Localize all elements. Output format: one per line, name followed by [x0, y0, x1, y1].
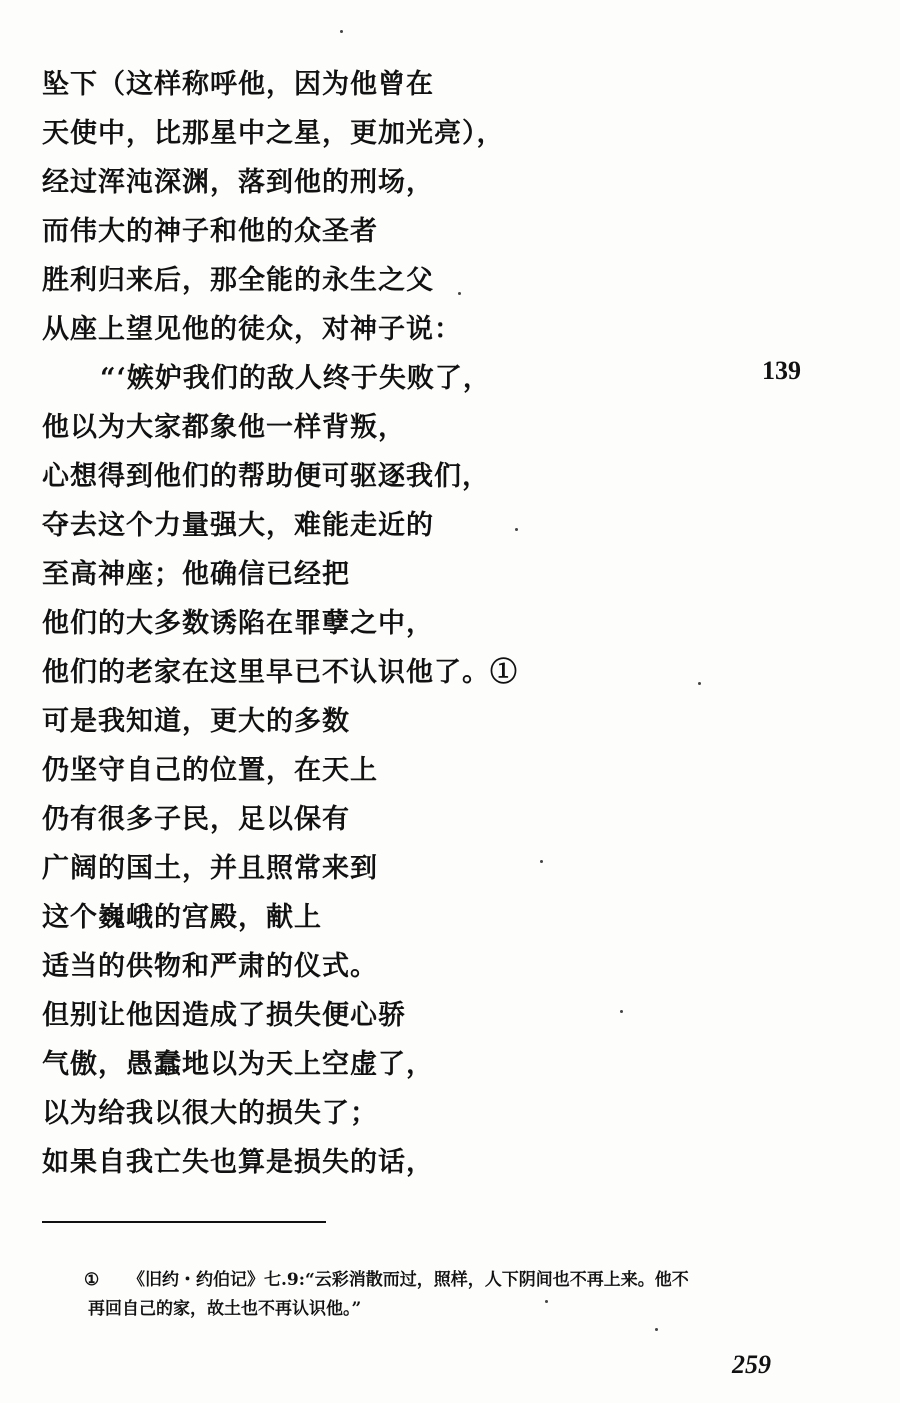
page-number: 259: [732, 1350, 771, 1379]
verse-line: 他们的老家在这里早已不认识他了。①: [42, 657, 518, 688]
scan-speck: [540, 860, 543, 863]
scan-speck: [620, 1010, 623, 1013]
verse-line: 天使中，比那星中之星，更加光亮），: [42, 118, 505, 149]
footnote-divider: [42, 1221, 326, 1223]
verse-line: 他们的大多数诱陷在罪孽之中，: [42, 608, 434, 639]
verse-line: 气傲，愚蠢地以为天上空虚了，: [42, 1049, 434, 1080]
verse-line: 仍坚守自己的位置，在天上: [42, 755, 378, 786]
footnote: [84, 1266, 818, 1324]
verse-line: 胜利归来后，那全能的永生之父: [42, 265, 434, 296]
verse-block: [42, 60, 742, 1187]
verse-line: 心想得到他们的帮助便可驱逐我们，: [42, 461, 490, 492]
verse-line: 但别让他因造成了损失便心骄: [42, 1000, 406, 1031]
footnote-text-line: 《旧约・约伯记》七.9:“云彩消散而过，照样，人下阴间也不再上来。他不: [128, 1270, 689, 1290]
scan-speck: [655, 1328, 658, 1331]
verse-line: “‘嫉妒我们的敌人终于失败了，: [100, 363, 491, 394]
verse-line: 至高神座；他确信已经把: [42, 559, 350, 590]
scan-speck: [545, 1300, 548, 1303]
scan-speck: [515, 528, 518, 531]
footnote-text-line: 再回自己的家，故土也不再认识他。”: [88, 1299, 362, 1319]
verse-line: 以为给我以很大的损失了；: [42, 1098, 378, 1129]
verse-line-number: 139: [762, 356, 801, 385]
footnote-marker: ①: [84, 1270, 100, 1290]
verse-line: 仍有很多子民，足以保有: [42, 804, 350, 835]
verse-line: 适当的供物和严肃的仪式。: [42, 951, 378, 982]
verse-line: 坠下（这样称呼他，因为他曾在: [42, 69, 434, 100]
scan-speck: [340, 30, 343, 33]
verse-line: 这个巍峨的宫殿，献上: [42, 902, 322, 933]
verse-line: 他以为大家都象他一样背叛，: [42, 412, 406, 443]
verse-line: 经过浑沌深渊，落到他的刑场，: [42, 167, 434, 198]
verse-line: 从座上望见他的徒众，对神子说：: [42, 314, 462, 345]
scan-speck: [458, 292, 461, 295]
verse-line: 夺去这个力量强大，难能走近的: [42, 510, 434, 541]
verse-line: 如果自我亡失也算是损失的话，: [42, 1147, 434, 1178]
verse-line: 而伟大的神子和他的众圣者: [42, 216, 378, 247]
verse-line: 可是我知道，更大的多数: [42, 706, 350, 737]
scan-speck: [698, 682, 701, 685]
footnote-text: [88, 1266, 818, 1324]
verse-line: 广阔的国土，并且照常来到: [42, 853, 378, 884]
